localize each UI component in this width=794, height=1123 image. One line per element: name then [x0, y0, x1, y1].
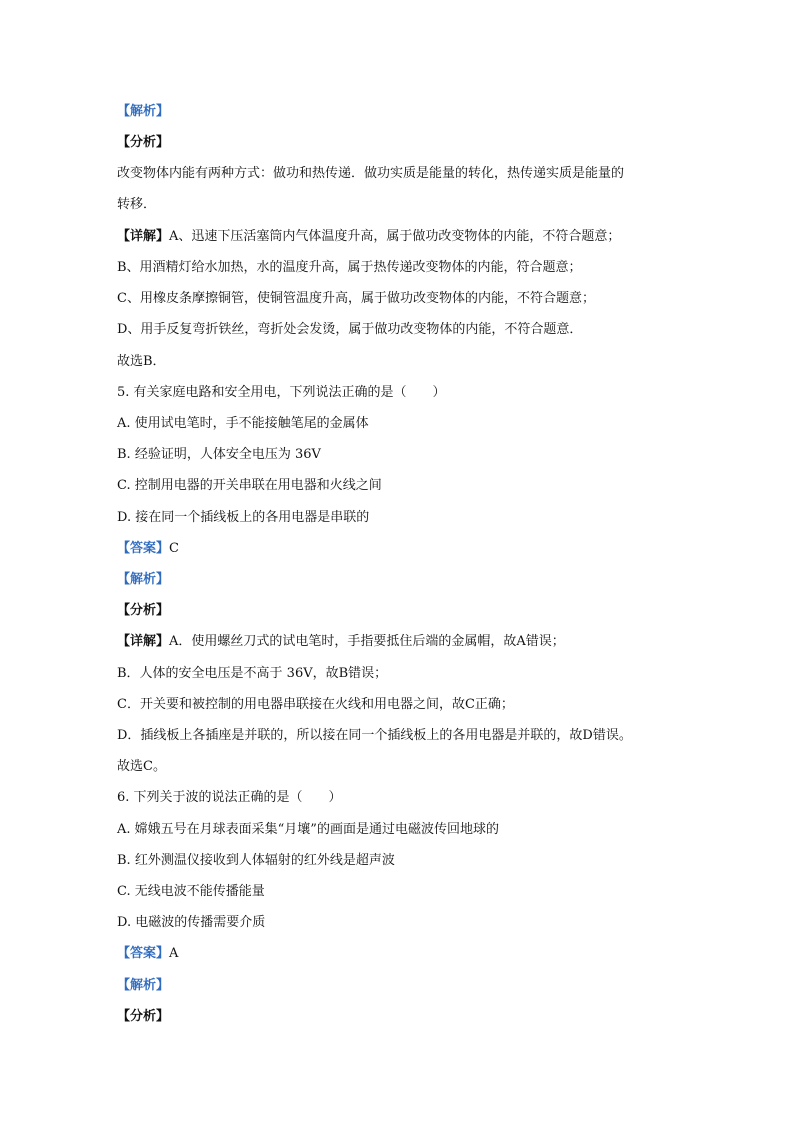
answer-line: [117, 944, 677, 964]
text-line: 转移．: [117, 197, 157, 212]
text-line: 故选B．: [117, 354, 166, 369]
text-line: C. 控制用电器的开关串联在用电器和火线之间: [117, 478, 382, 493]
text-line: 故选C。: [117, 759, 166, 774]
section-heading-label: 【解析】: [117, 572, 170, 587]
section-heading-label: 【分析】: [117, 135, 170, 150]
answer-line: [117, 539, 677, 559]
section-heading: [117, 133, 677, 153]
answer-label: 【答案】: [117, 946, 170, 961]
text-line: D、用手反复弯折铁丝，弯折处会发烫，属于做功改变物体的内能，不符合题意．: [117, 322, 583, 337]
section-heading: [117, 570, 677, 590]
answer-label: 【答案】: [117, 541, 170, 556]
detail-line: [117, 227, 677, 247]
section-heading: [117, 976, 677, 996]
detail-text: A、迅速下压活塞筒内气体温度升高，属于做功改变物体的内能，不符合题意；: [169, 229, 621, 244]
section-heading: [117, 102, 677, 122]
answer-value: A: [169, 946, 179, 961]
text-line: A. 使用试电笔时，手不能接触笔尾的金属体: [117, 416, 369, 431]
answer-value: C: [169, 541, 179, 556]
detail-line: [117, 632, 677, 652]
text-line: 改变物体内能有两种方式：做功和热传递．做功实质是能量的转化，热传递实质是能量的: [117, 166, 625, 181]
text-line: A. 嫦娥五号在月球表面采集“月壤”的画面是通过电磁波传回地球的: [117, 822, 499, 837]
text-line: B. 经验证明，人体安全电压为 36V: [117, 447, 321, 462]
detail-label: 【详解】: [117, 634, 170, 649]
section-heading-label: 【解析】: [117, 104, 170, 119]
section-heading-label: 【分析】: [117, 1009, 170, 1024]
section-heading-label: 【解析】: [117, 978, 170, 993]
section-heading-label: 【分析】: [117, 603, 170, 618]
text-line: D. 接在同一个插线板上的各用电器是串联的: [117, 510, 370, 525]
text-line: C. 无线电波不能传播能量: [117, 884, 265, 899]
text-line: C．开关要和被控制的用电器串联接在火线和用电器之间，故C正确；: [117, 697, 514, 712]
text-line: B、用酒精灯给水加热，水的温度升高，属于热传递改变物体的内能，符合题意；: [117, 260, 582, 275]
text-line: B. 红外测温仪接收到人体辐射的红外线是超声波: [117, 853, 395, 868]
section-heading: [117, 1007, 677, 1027]
text-line: D．插线板上各插座是并联的，所以接在同一个插线板上的各用电器是并联的，故D错误。: [117, 728, 632, 743]
section-heading: [117, 601, 677, 621]
text-line: B．人体的安全电压是不高于 36V，故B错误；: [117, 666, 388, 681]
text-line: 5. 有关家庭电路和安全用电，下列说法正确的是（ ）: [117, 385, 446, 400]
text-line: C、用橡皮条摩擦铜管，使铜管温度升高，属于做功改变物体的内能，不符合题意；: [117, 291, 595, 306]
text-line: 6. 下列关于波的说法正确的是（ ）: [117, 790, 342, 805]
text-line: D. 电磁波的传播需要介质: [117, 915, 266, 930]
detail-label: 【详解】: [117, 229, 170, 244]
detail-text: A．使用螺丝刀式的试电笔时，手指要抵住后端的金属帽，故A错误；: [169, 634, 565, 649]
